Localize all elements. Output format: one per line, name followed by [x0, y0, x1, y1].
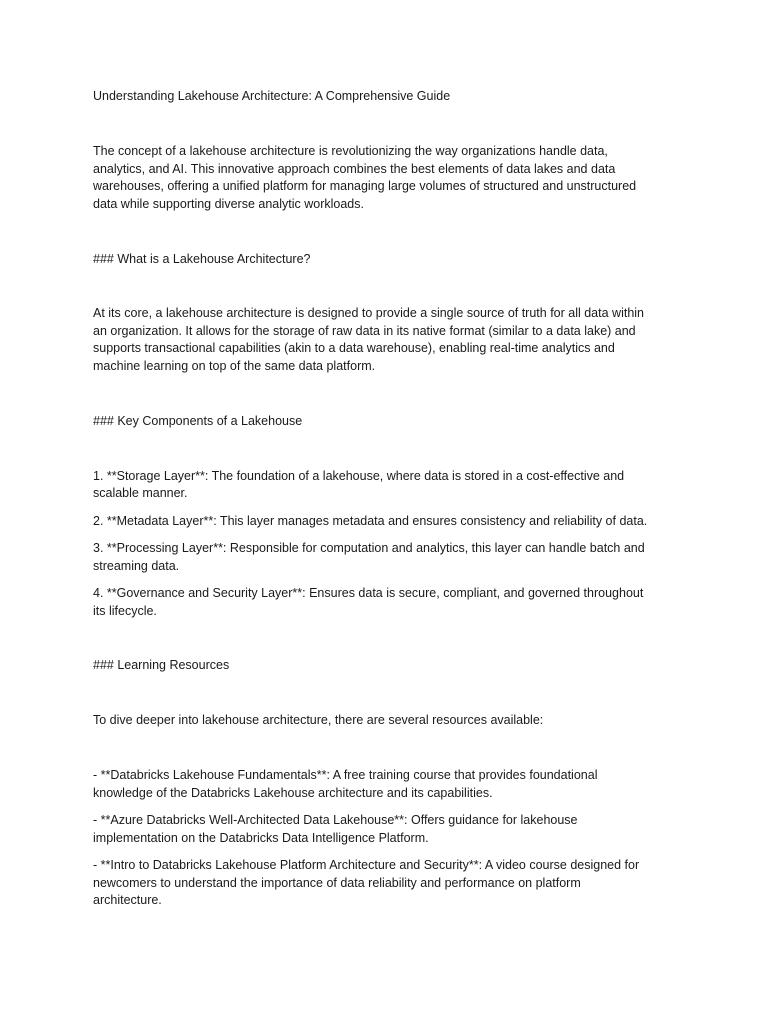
list-item-line: 4. **Governance and Security Layer**: Ensures data is secure, compliant, and governed throughout [93, 586, 644, 600]
body-line: supports transactional capabilities (akin to a data warehouse), enabling real-time analytics and [93, 341, 615, 355]
list-item-line: its lifecycle. [93, 604, 157, 618]
list-item-line: 3. **Processing Layer**: Responsible for computation and analytics, this layer can handle batch and [93, 541, 645, 555]
list-item-line: 1. **Storage Layer**: The foundation of a lakehouse, where data is stored in a cost-effective and [93, 469, 625, 483]
list-item-line: knowledge of the Databricks Lakehouse architecture and its capabilities. [93, 786, 493, 800]
list-item-line: scalable manner. [93, 486, 188, 500]
resources-intro: To dive deeper into lakehouse architecture, there are several resources available: [93, 713, 544, 727]
list-item-line: - **Intro to Databricks Lakehouse Platform Architecture and Security**: A video course designed for [93, 858, 640, 872]
intro-line: warehouses, offering a unified platform for managing large volumes of structured and unstructured [93, 179, 637, 193]
list-item-line: - **Azure Databricks Well-Architected Data Lakehouse**: Offers guidance for lakehouse [93, 813, 578, 827]
list-item-line: - **Databricks Lakehouse Fundamentals**: A free training course that provides foundational [93, 768, 598, 782]
intro-line: The concept of a lakehouse architecture is revolutionizing the way organizations handle data, [93, 144, 608, 158]
intro-line: analytics, and AI. This innovative approach combines the best elements of data lakes and data [93, 162, 616, 176]
list-item-line: 2. **Metadata Layer**: This layer manages metadata and ensures consistency and reliability of data. [93, 514, 648, 528]
body-line: At its core, a lakehouse architecture is designed to provide a single source of truth for all data within [93, 306, 644, 320]
list-item-line: streaming data. [93, 559, 180, 573]
list-item-line: architecture. [93, 893, 162, 907]
document-title: Understanding Lakehouse Architecture: A Comprehensive Guide [93, 89, 451, 103]
body-line: an organization. It allows for the storage of raw data in its native format (similar to a data lake) and [93, 324, 636, 338]
list-item-line: implementation on the Databricks Data Intelligence Platform. [93, 831, 429, 845]
list-item-line: newcomers to understand the importance of data reliability and performance on platform [93, 876, 581, 890]
section-heading-what-is: ### What is a Lakehouse Architecture? [93, 252, 311, 266]
body-line: machine learning on top of the same data platform. [93, 359, 376, 373]
section-heading-learning-resources: ### Learning Resources [93, 658, 230, 672]
section-heading-key-components: ### Key Components of a Lakehouse [93, 414, 303, 428]
intro-line: data while supporting diverse analytic workloads. [93, 197, 364, 211]
